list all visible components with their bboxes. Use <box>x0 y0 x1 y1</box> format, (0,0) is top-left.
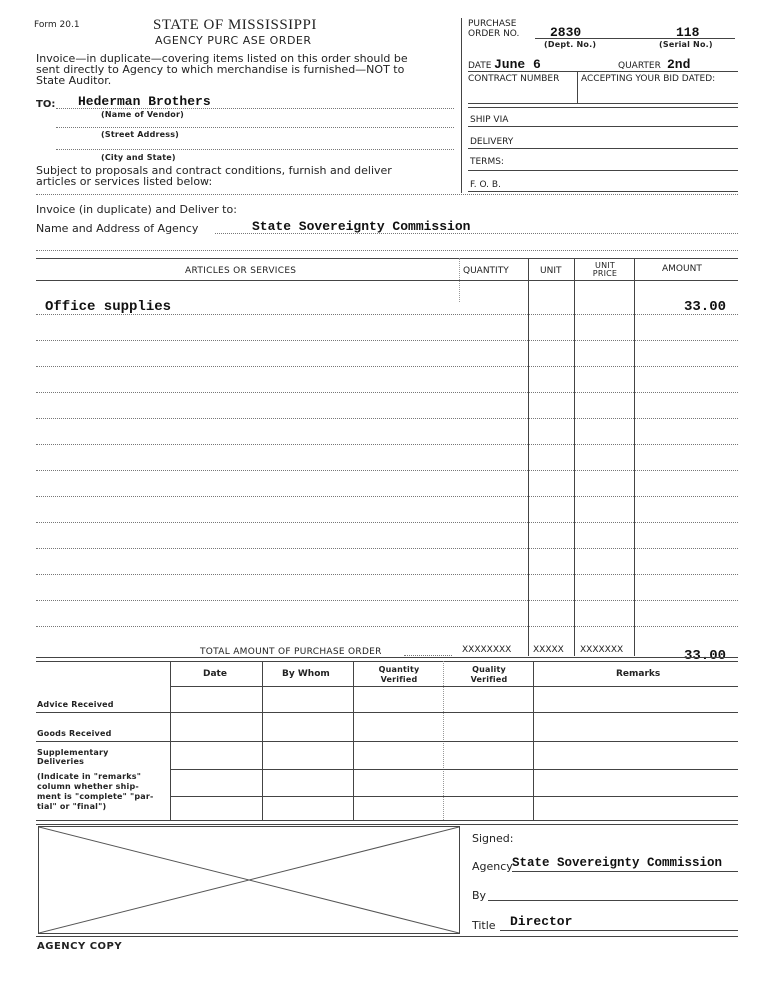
signed-label: Signed: <box>472 832 514 845</box>
total-price-mask: XXXXXXX <box>580 645 624 655</box>
row-goods-received: Goods Received <box>37 729 112 738</box>
by-label: By <box>472 889 487 902</box>
col-quality-verified-header: Quality Verified <box>470 665 508 684</box>
total-quantity-mask: XXXXXXXX <box>462 645 512 655</box>
accepting-bid-label: ACCEPTING YOUR BID DATED: <box>581 74 716 84</box>
row-remarks-note: (Indicate in "remarks" column whether ship- ment is "complete" "par- tial" or "final") <box>37 772 154 811</box>
col-articles-header: ARTICLES OR SERVICES <box>185 266 297 276</box>
title-value: Director <box>510 914 573 929</box>
col-amount-header: AMOUNT <box>662 264 702 274</box>
dept-number-label: (Dept. No.) <box>544 40 597 49</box>
subject-text: Subject to proposals and contract conditions, furnish and deliver articles or services listed below: <box>36 164 392 188</box>
purchase-order-label: PURCHASE ORDER NO. <box>468 19 520 39</box>
ship-via-label: SHIP VIA <box>470 115 509 125</box>
form-subtitle: AGENCY PURC ASE ORDER <box>155 34 312 47</box>
col-remarks-header: Remarks <box>616 669 661 679</box>
invoice-deliver-label: Invoice (in duplicate) and Deliver to: <box>36 203 237 216</box>
serial-number-value: 118 <box>676 25 700 40</box>
col-quantity-verified-header: Quantity Verified <box>378 665 420 684</box>
invoice-instructions: Invoice—in duplicate—covering items listed on this order should be sent directly to Agency to which merchandise is furnished—NOT to State Auditor. <box>36 52 408 87</box>
item-article: Office supplies <box>45 299 172 315</box>
row-advice-received: Advice Received <box>37 700 114 709</box>
total-unit-mask: XXXXX <box>533 645 564 655</box>
total-label: TOTAL AMOUNT OF PURCHASE ORDER <box>200 647 382 657</box>
vendor-name-label: (Name of Vendor) <box>101 110 184 119</box>
agency-address-label: Name and Address of Agency <box>36 222 199 235</box>
item-amount: 33.00 <box>684 299 727 315</box>
agency-copy-label: AGENCY COPY <box>37 941 123 952</box>
row-supplementary-deliveries: Supplementary Deliveries <box>37 748 109 766</box>
col-by-whom-header: By Whom <box>282 669 330 679</box>
vendor-name-value: Hederman Brothers <box>78 94 211 109</box>
date-value: June 6 <box>494 57 541 72</box>
terms-label: TERMS: <box>470 157 504 167</box>
col-unit-header: UNIT <box>540 266 562 276</box>
contract-number-label: CONTRACT NUMBER <box>468 74 560 84</box>
serial-number-label: (Serial No.) <box>659 40 713 49</box>
date-label: DATE <box>468 61 492 71</box>
fob-label: F. O. B. <box>470 180 501 190</box>
title-label: Title <box>472 919 496 932</box>
street-address-label: (Street Address) <box>101 130 180 139</box>
delivery-label: DELIVERY <box>470 137 514 147</box>
quarter-value: 2nd <box>667 57 691 72</box>
blank-crossed-box <box>38 826 460 934</box>
sig-agency-label: Agency <box>472 860 513 873</box>
agency-address-value: State Sovereignty Commission <box>252 219 471 234</box>
total-amount: 33.00 <box>684 648 727 664</box>
form-title: STATE OF MISSISSIPPI <box>153 17 317 33</box>
form-number: Form 20.1 <box>34 20 80 30</box>
sig-agency-value: State Sovereignty Commission <box>512 856 723 870</box>
city-state-label: (City and State) <box>101 153 176 162</box>
quarter-label: QUARTER <box>618 61 661 71</box>
to-label: TO: <box>36 99 56 110</box>
col-unit-price-header: UNIT PRICE <box>592 261 618 278</box>
dept-number-value: 2830 <box>550 25 582 40</box>
col-date-header: Date <box>203 669 227 679</box>
col-quantity-header: QUANTITY <box>463 266 509 276</box>
